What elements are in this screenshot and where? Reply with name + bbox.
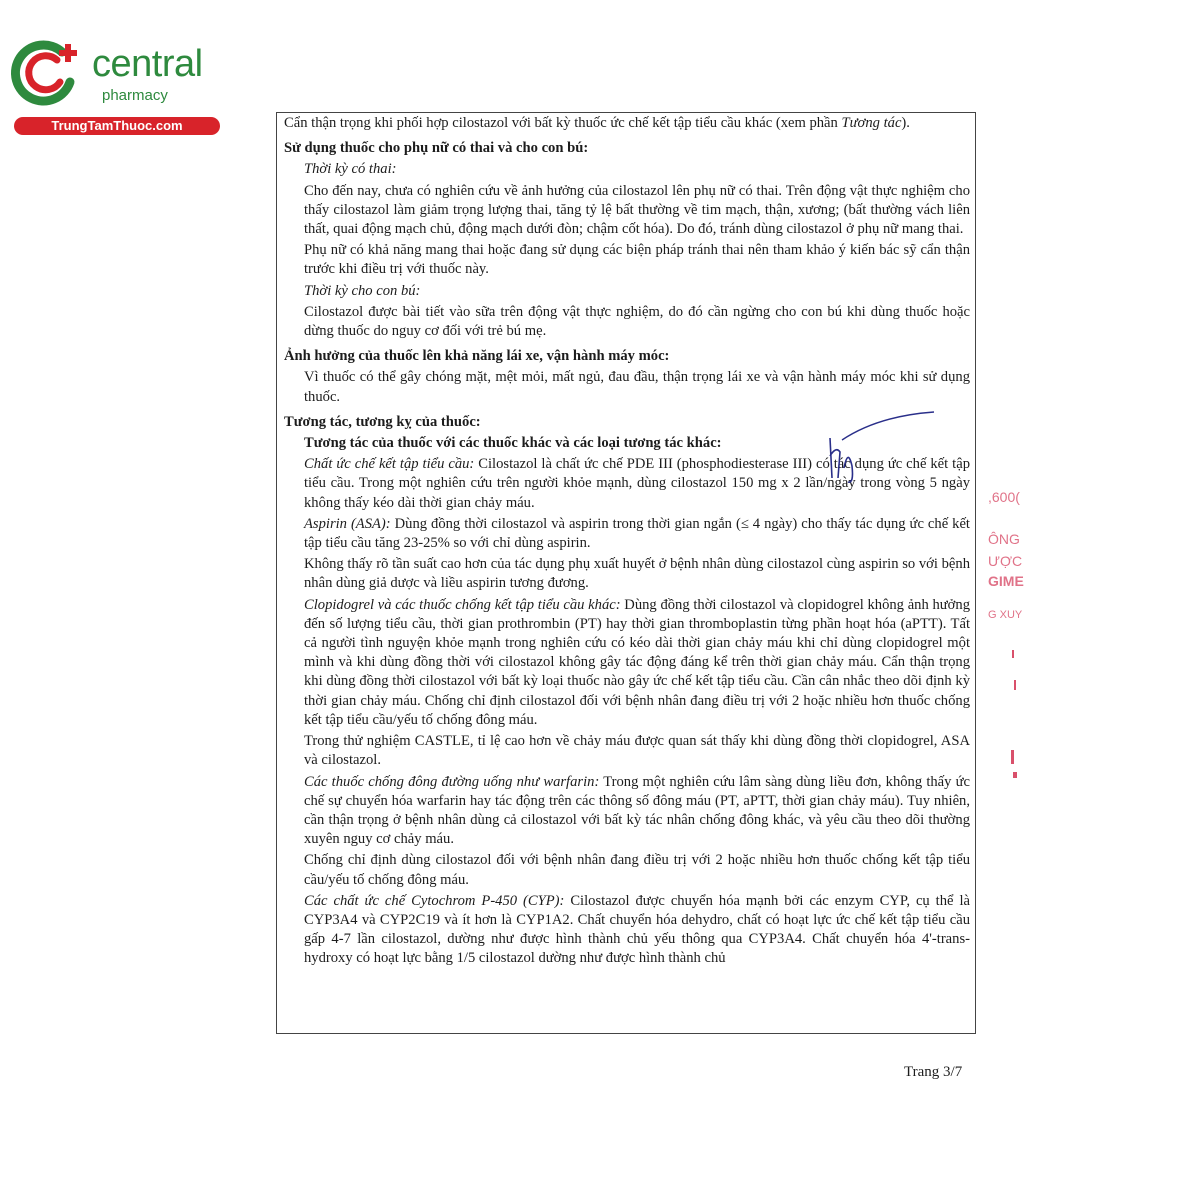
brand-logo [10, 38, 220, 138]
paragraph-cyp: Các chất ức chế Cytochrom P-450 (CYP): Cilostazol được chuyển hóa mạnh bởi các enzym CYP, cụ thể là CYP3A4 và CYP2C19 và ít hơn là CYP1A2. Chất chuyển hóa dehydro, chất có hoạt lực ức chế kết tập tiểu cầu gấp 4-7 lần cilostazol, dường như được hình thành chủ yếu thông qua CYP3A4. Chất chuyển hóa 4'-trans-hydroxy có hoạt lực bằng 1/5 cilostazol dường như được hình thành chủ [304, 892, 970, 967]
heading-interactions: Tương tác, tương kỵ của thuốc: [284, 413, 481, 430]
paragraph-pregnancy: Cho đến nay, chưa có nghiên cứu về ảnh hưởng của cilostazol lên phụ nữ có thai. Trên động vật thực nghiệm cho thấy cilostazol làm giảm trọng lượng thai, tăng tỷ lệ bất thường về tim mạch, thận, xương; (bất thường vách liên thất, quai động mạch chủ, động mạch dưới đòn; chậm cốt hóa). Do đó, tránh dùng cilostazol ở phụ nữ mang thai. [304, 182, 970, 238]
page-number: Trang 3/7 [904, 1064, 963, 1080]
heading-driving: Ảnh hưởng của thuốc lên khả năng lái xe, vận hành máy móc: [284, 348, 670, 365]
stamp-fragment [984, 478, 1024, 638]
subheading-interactions: Tương tác của thuốc với các thuốc khác và các loại tương tác khác: [304, 435, 722, 452]
stamp-line-5: G XUY [988, 609, 1023, 621]
paragraph-lactation: Cilostazol được bài tiết vào sữa trên động vật thực nghiệm, do đó cần ngừng cho con bú khi dùng thuốc hoặc dừng thuốc do nguy cơ đối với trẻ bú mẹ. [304, 303, 970, 340]
stamp-line-2: ÔNG [988, 531, 1020, 547]
paragraph-platelet: Chất ức chế kết tập tiểu cầu: Cilostazol là chất ức chế PDE III (phosphodiesterase III) có tác dụng ức chế kết tập tiểu cầu. Trong một nghiên cứu trên người khỏe mạnh, dùng cilostazol 150 mg x 2 lần/ngày trong vòng 5 ngày không thấy kéo dài thời gian chảy máu. [304, 456, 970, 511]
stamp-line-4: GIME [988, 573, 1024, 589]
brand-name: central [92, 43, 203, 85]
paragraph-castle: Trong thử nghiệm CASTLE, tỉ lệ cao hơn về chảy máu được quan sát thấy khi dùng đồng thời clopidogrel, ASA và cilostazol. [304, 733, 970, 769]
signature-icon [818, 408, 938, 488]
paragraph-aspirin: Aspirin (ASA): Dùng đồng thời cilostazol và aspirin trong thời gian ngắn (≤ 4 ngày) cho thấy tác dụng ức chế kết tập tiểu cầu tăng 23-25% so với chỉ dùng aspirin. [304, 515, 970, 552]
central-pharmacy-logo-icon [10, 38, 84, 108]
label-lactation: Thời kỳ cho con bú: [304, 282, 421, 299]
label-pregnancy: Thời kỳ có thai: [304, 161, 397, 178]
heading-pregnancy: Sử dụng thuốc cho phụ nữ có thai và cho con bú: [284, 140, 589, 157]
stamp-line-1: ,600( [988, 489, 1020, 505]
brand-subtitle: pharmacy [102, 87, 168, 104]
red-margin-marks-icon [1004, 640, 1024, 790]
paragraph-caution: Cẩn thận trọng khi phối hợp cilostazol với bất kỳ thuốc ức chế kết tập tiểu cầu khác (xem phần Tương tác). [284, 115, 910, 131]
stamp-line-3: ƯỢC [988, 553, 1023, 569]
paragraph-pregnancy-2: Phụ nữ có khả năng mang thai hoặc đang sử dụng các biện pháp tránh thai nên tham khảo ý kiến bác sỹ cẩn thận trước khi điều trị với thuốc này. [304, 242, 970, 278]
brand-site-link[interactable]: TrungTamThuoc.com [14, 117, 220, 135]
paragraph-warfarin: Các thuốc chống đông đường uống như warfarin: Trong một nghiên cứu lâm sàng dùng liều đơn, không thấy ức chế sự chuyển hóa warfarin hay tác động trên các thông số đông máu (PT, aPTT, thời gian chảy máu). Tuy nhiên, cần thận trọng ở bệnh nhân dùng cả cilostazol với bất kỳ tác nhân chống đông khác, và yêu cầu theo dõi thường xuyên nguy cơ chảy máu. [304, 773, 971, 848]
paragraph-contraindication: Chống chỉ định dùng cilostazol đối với bệnh nhân đang điều trị với 2 hoặc nhiều hơn thuốc chống kết tập tiểu cầu/yếu tố chống đông máu. [304, 852, 970, 888]
paragraph-driving: Vì thuốc có thể gây chóng mặt, mệt mỏi, mất ngủ, đau đầu, thận trọng lái xe và vận hành máy móc khi sử dụng thuốc. [304, 369, 970, 405]
document-body [284, 114, 970, 971]
paragraph-clopidogrel: Clopidogrel và các thuốc chống kết tập tiểu cầu khác: Dùng đồng thời cilostazol và clopidogrel không ảnh hưởng đến số lượng tiểu cầu, thời gian prothrombin (PT) hay thời gian thromboplastin từng phần hoạt hóa (aPTT). Tất cả người tình nguyện khỏe mạnh trong nghiên cứu có kéo dài thời gian chảy máu khi chỉ dùng clopidogrel một mình và khi dùng đồng thời với cilostazol không gây tác động đáng kể trên thời gian chảy máu. Cẩn thận trọng khi dùng đồng thời cilostazol với bất kỳ loại thuốc nào gây ức chế kết tập tiểu cầu. Cần cân nhắc theo dõi định kỳ thời gian chảy máu. Chống chỉ định cilostazol đối với bệnh nhân đang điều trị với 2 hoặc nhiều hơn thuốc chống kết tập tiểu cầu/yếu tố chống đông máu. [304, 596, 970, 728]
paragraph-aspirin-2: Không thấy rõ tần suất cao hơn của tác dụng phụ xuất huyết ở bệnh nhân dùng cilostazol cùng aspirin so với bệnh nhân dùng giả dược và liều aspirin tương đương. [304, 556, 970, 592]
